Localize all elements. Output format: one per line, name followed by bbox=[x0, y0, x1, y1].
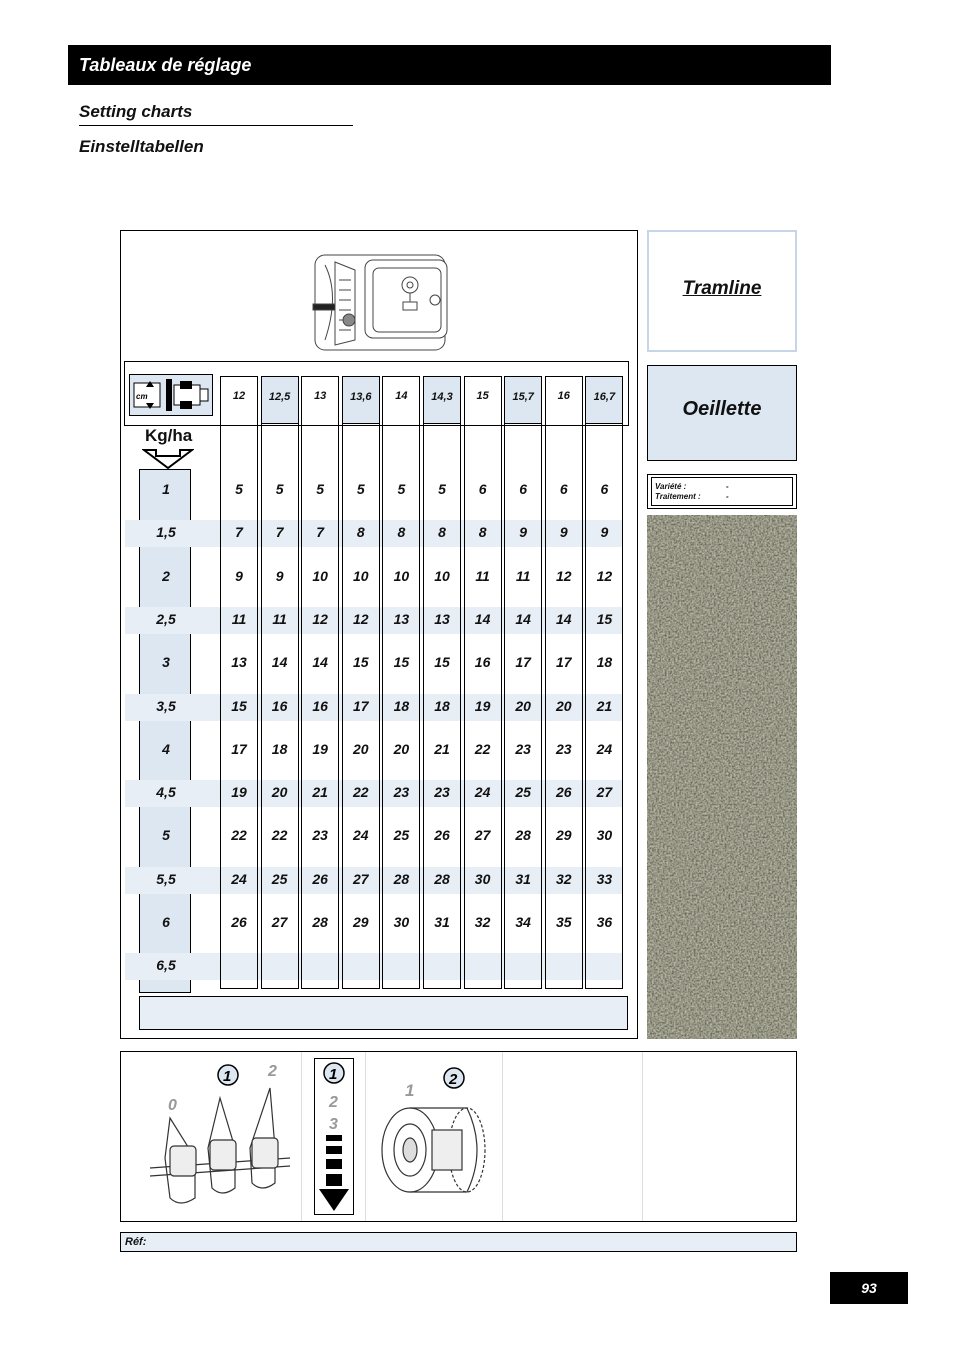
table-cell: 19 bbox=[312, 740, 328, 757]
table-cell: 23 bbox=[393, 784, 410, 801]
table-cell: 22 bbox=[353, 784, 369, 801]
table-cell: 5 bbox=[438, 481, 446, 497]
table-cell: 19 bbox=[474, 697, 491, 714]
table-cell: 24 bbox=[474, 784, 491, 801]
page-number: 93 bbox=[830, 1272, 908, 1304]
table-cell: 11 bbox=[475, 567, 490, 584]
seed-drill-cm-icon bbox=[129, 374, 213, 416]
table-cell: 29 bbox=[556, 827, 572, 844]
column-header: 12,5 bbox=[261, 376, 299, 424]
table-cell: 28 bbox=[312, 914, 328, 930]
table-cell: 15 bbox=[353, 654, 369, 671]
column-header: 14 bbox=[395, 390, 408, 402]
row-label: 2,5 bbox=[156, 610, 176, 627]
table-cell: 8 bbox=[478, 524, 487, 541]
variety-info bbox=[651, 477, 793, 506]
row-label: 4 bbox=[162, 740, 170, 757]
chart-column bbox=[382, 376, 420, 989]
lever-position-1: 1 bbox=[223, 1068, 232, 1085]
diagram-divider bbox=[642, 1052, 643, 1221]
table-cell: 20 bbox=[556, 697, 572, 714]
table-cell: 11 bbox=[231, 610, 247, 627]
table-cell: 11 bbox=[515, 567, 531, 584]
table-cell: 15 bbox=[596, 610, 613, 627]
table-cell: 25 bbox=[271, 870, 288, 887]
column-header: 15 bbox=[476, 390, 489, 402]
table-cell: 9 bbox=[275, 567, 284, 584]
column-header: 14,3 bbox=[423, 376, 461, 424]
table-cell: 15 bbox=[434, 654, 450, 671]
row-label: 3 bbox=[162, 654, 170, 671]
table-cell: 25 bbox=[393, 827, 410, 844]
table-cell: 22 bbox=[231, 827, 247, 844]
table-cell: 6 bbox=[600, 481, 609, 497]
diagram-divider bbox=[365, 1052, 366, 1221]
table-cell: 13 bbox=[231, 654, 247, 671]
table-cell: 32 bbox=[556, 870, 572, 887]
table-cell: 8 bbox=[397, 524, 406, 541]
row-label: 6 bbox=[162, 914, 170, 930]
flap-step-3: 3 bbox=[329, 1116, 338, 1133]
table-cell: 21 bbox=[434, 740, 450, 757]
table-cell: 5 bbox=[235, 481, 243, 497]
table-cell: 18 bbox=[434, 697, 450, 714]
table-cell: 23 bbox=[434, 784, 450, 801]
chart-column bbox=[464, 376, 502, 989]
table-cell: 21 bbox=[312, 784, 328, 801]
table-cell: 26 bbox=[556, 784, 572, 801]
chart-column bbox=[504, 376, 542, 989]
chart-column bbox=[423, 376, 461, 989]
table-cell: 32 bbox=[474, 914, 491, 930]
table-cell: 17 bbox=[556, 654, 572, 671]
table-cell: 16 bbox=[312, 697, 328, 714]
table-cell: 20 bbox=[393, 740, 410, 757]
table-cell: 14 bbox=[312, 654, 328, 671]
treatment-label: Traitement : bbox=[655, 492, 701, 501]
column-header: 13,6 bbox=[342, 376, 380, 424]
column-header: 15,7 bbox=[504, 376, 542, 424]
wheel-position-1: 1 bbox=[405, 1081, 415, 1100]
chart-bottom-bar bbox=[139, 996, 628, 1030]
crop-name: Oeillette bbox=[682, 398, 762, 420]
lever-position-0: 0 bbox=[168, 1097, 177, 1114]
table-cell: 5 bbox=[275, 481, 284, 497]
table-cell: 23 bbox=[312, 827, 328, 844]
table-cell: 17 bbox=[515, 654, 531, 671]
table-cell: 12 bbox=[596, 567, 613, 584]
table-cell: 20 bbox=[271, 784, 288, 801]
table-cell: 28 bbox=[393, 870, 410, 887]
subtitle-underline bbox=[79, 125, 353, 126]
column-header: 13 bbox=[314, 390, 327, 402]
table-cell: 26 bbox=[434, 827, 450, 844]
variety-value: - bbox=[726, 482, 729, 491]
table-cell: 12 bbox=[353, 610, 369, 627]
table-cell: 24 bbox=[596, 740, 613, 757]
column-header: 12 bbox=[232, 390, 246, 402]
table-cell: 20 bbox=[353, 740, 369, 757]
svg-text:cm: cm bbox=[136, 392, 148, 401]
table-cell: 7 bbox=[275, 524, 284, 541]
row-label: 4,5 bbox=[156, 784, 176, 801]
row-label: 2 bbox=[162, 567, 170, 584]
seed-sample-photo bbox=[647, 515, 797, 1039]
table-cell: 18 bbox=[271, 740, 288, 757]
diagram-divider bbox=[301, 1052, 302, 1221]
table-cell: 35 bbox=[556, 914, 572, 930]
table-cell: 14 bbox=[515, 610, 531, 627]
lever-position-diagram bbox=[140, 1058, 300, 1218]
row-label: 1 bbox=[162, 481, 170, 497]
table-cell: 28 bbox=[515, 827, 531, 844]
table-cell: 27 bbox=[596, 784, 613, 801]
table-cell: 5 bbox=[397, 481, 406, 497]
table-cell: 27 bbox=[353, 870, 369, 887]
table-cell: 9 bbox=[235, 567, 243, 584]
table-cell: 23 bbox=[556, 740, 572, 757]
gearbox-illustration bbox=[305, 240, 455, 355]
table-cell: 10 bbox=[353, 567, 369, 584]
table-cell: 34 bbox=[515, 914, 531, 930]
table-cell: 22 bbox=[474, 740, 491, 757]
table-cell: 5 bbox=[316, 481, 325, 497]
table-cell: 24 bbox=[353, 827, 369, 844]
table-cell: 15 bbox=[393, 654, 410, 671]
flap-steps-box bbox=[314, 1058, 354, 1215]
table-cell: 22 bbox=[271, 827, 288, 844]
table-cell: 23 bbox=[515, 740, 531, 757]
treatment-value: - bbox=[726, 492, 729, 501]
table-cell: 18 bbox=[393, 697, 410, 714]
table-cell: 12 bbox=[312, 610, 328, 627]
table-cell: 12 bbox=[556, 567, 572, 584]
table-cell: 20 bbox=[515, 697, 531, 714]
table-cell: 21 bbox=[596, 697, 613, 714]
wheel-position-2: 2 bbox=[449, 1071, 458, 1088]
table-cell: 31 bbox=[434, 914, 450, 930]
subtitle-english: Setting charts bbox=[79, 102, 193, 121]
kg-per-hectare-label: Kg/ha bbox=[145, 426, 193, 445]
table-cell: 27 bbox=[271, 914, 288, 930]
table-cell: 9 bbox=[559, 524, 568, 541]
tramline-label: Tramline bbox=[682, 278, 762, 299]
chart-column bbox=[301, 376, 339, 989]
chart-column bbox=[545, 376, 583, 989]
table-cell: 10 bbox=[312, 567, 328, 584]
reference-label: Réf: bbox=[125, 1236, 147, 1248]
table-cell: 14 bbox=[474, 610, 491, 627]
row-label: 6,5 bbox=[156, 957, 176, 974]
table-cell: 14 bbox=[556, 610, 572, 627]
table-cell: 13 bbox=[434, 610, 450, 627]
table-cell: 5 bbox=[356, 481, 365, 497]
table-cell: 17 bbox=[353, 697, 369, 714]
table-cell: 8 bbox=[356, 524, 365, 541]
table-cell: 18 bbox=[596, 654, 613, 671]
flap-step-1: 1 bbox=[329, 1066, 338, 1083]
reference-bar bbox=[120, 1232, 797, 1252]
table-cell: 33 bbox=[596, 870, 613, 887]
column-header: 16,7 bbox=[585, 376, 623, 424]
table-cell: 9 bbox=[519, 524, 528, 541]
chart-column bbox=[261, 376, 299, 989]
table-cell: 13 bbox=[393, 610, 410, 627]
table-cell: 6 bbox=[519, 481, 528, 497]
table-cell: 16 bbox=[271, 697, 288, 714]
wheel-position-diagram bbox=[372, 1060, 497, 1200]
row-label: 1,5 bbox=[156, 524, 176, 541]
tramline-box bbox=[647, 230, 797, 352]
table-cell: 6 bbox=[478, 481, 487, 497]
table-cell: 30 bbox=[596, 827, 613, 844]
down-arrow-icon bbox=[142, 446, 194, 470]
chart-column bbox=[342, 376, 380, 989]
table-cell: 17 bbox=[231, 740, 247, 757]
chart-column bbox=[585, 376, 623, 989]
table-cell: 15 bbox=[231, 697, 247, 714]
table-cell: 36 bbox=[596, 914, 613, 930]
table-cell: 6 bbox=[559, 481, 568, 497]
table-cell: 28 bbox=[434, 870, 450, 887]
table-cell: 9 bbox=[600, 524, 609, 541]
table-cell: 7 bbox=[235, 524, 243, 541]
table-cell: 10 bbox=[434, 567, 450, 584]
crop-name-box bbox=[647, 365, 797, 461]
page-header-title: Tableaux de réglage bbox=[68, 45, 831, 85]
chart-column bbox=[220, 376, 258, 989]
table-cell: 19 bbox=[231, 784, 247, 801]
table-cell: 14 bbox=[271, 654, 288, 671]
column-header: 16 bbox=[557, 390, 570, 402]
subtitle-german: Einstelltabellen bbox=[79, 137, 204, 156]
table-cell: 30 bbox=[393, 914, 410, 930]
table-cell: 26 bbox=[231, 914, 247, 930]
table-cell: 29 bbox=[353, 914, 369, 930]
table-cell: 24 bbox=[231, 870, 247, 887]
row-label: 5,5 bbox=[156, 870, 176, 887]
table-cell: 11 bbox=[272, 610, 287, 627]
lever-position-2: 2 bbox=[268, 1063, 277, 1080]
table-cell: 27 bbox=[474, 827, 491, 844]
table-cell: 7 bbox=[316, 524, 325, 541]
table-cell: 31 bbox=[515, 870, 531, 887]
table-cell: 16 bbox=[474, 654, 491, 671]
row-label: 5 bbox=[162, 827, 170, 844]
flap-step-2: 2 bbox=[329, 1094, 338, 1111]
table-cell: 8 bbox=[438, 524, 446, 541]
variety-label: Variété : bbox=[655, 482, 687, 491]
table-cell: 26 bbox=[312, 870, 328, 887]
diagram-divider bbox=[502, 1052, 503, 1221]
table-cell: 25 bbox=[515, 784, 531, 801]
row-label: 3,5 bbox=[156, 697, 176, 714]
table-cell: 10 bbox=[393, 567, 410, 584]
table-cell: 30 bbox=[474, 870, 491, 887]
